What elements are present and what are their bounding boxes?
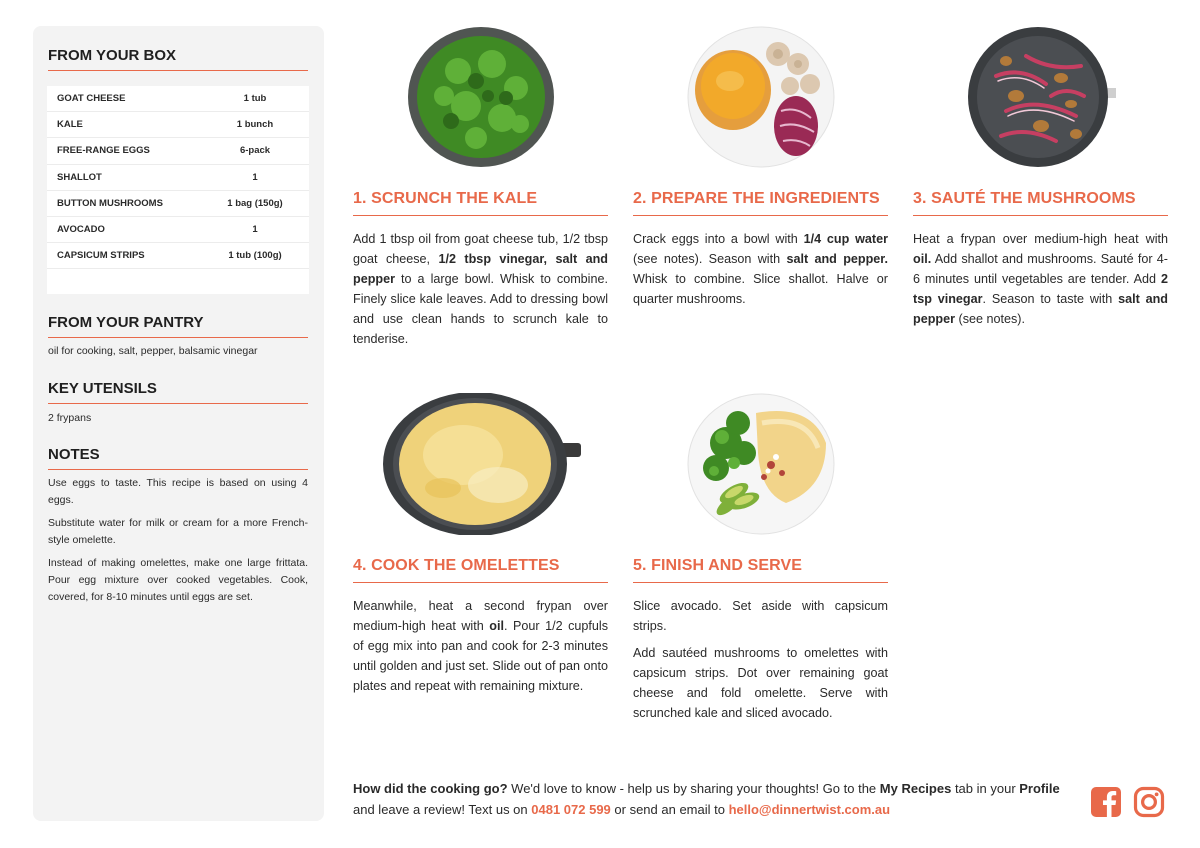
step-1-body xyxy=(353,229,608,349)
contact-link[interactable]: hello@dinnertwist.com.au xyxy=(728,802,891,817)
step-3-title: 3. SAUTÉ THE MUSHROOMS xyxy=(913,190,1168,216)
text-run: Whisk to combine. Slice shallot. Halve or quarter mushrooms. xyxy=(633,272,888,306)
ingredient-quantity: 1 bag (150g) xyxy=(227,197,283,209)
step-1-title: 1. SCRUNCH THE KALE xyxy=(353,190,608,216)
bold-text: My Recipes xyxy=(879,781,952,796)
bold-text: salt and pepper. xyxy=(786,252,888,266)
ingredient-name: AVOCADO xyxy=(57,224,105,236)
ingredient-row xyxy=(47,86,309,112)
ingredient-row xyxy=(47,191,309,217)
text-run: tab in your xyxy=(951,781,1020,796)
ingredient-quantity: 1 tub xyxy=(243,93,267,105)
text-run: or send an email to xyxy=(610,802,729,817)
mushrooms-pan-photo xyxy=(966,26,1116,168)
step-2 xyxy=(633,26,888,316)
ingredient-row xyxy=(47,112,309,138)
text-run: Heat a frypan over medium-high heat with xyxy=(913,232,1168,246)
text-run: (see notes). Season with xyxy=(633,252,787,266)
bold-text: 2 tsp vinegar xyxy=(913,272,1168,306)
text-run: and leave a review! Text us on xyxy=(353,802,532,817)
ingredient-row xyxy=(47,243,309,269)
note-item: Substitute water for milk or cream for a more French-style omelette. xyxy=(48,517,308,546)
step-5-title: 5. FINISH AND SERVE xyxy=(633,557,888,583)
ingredient-name: KALE xyxy=(57,119,83,131)
ingredient-row xyxy=(47,138,309,164)
bold-text: Profile xyxy=(1019,781,1060,796)
ingredient-name: GOAT CHEESE xyxy=(57,93,126,105)
step-3-body xyxy=(913,229,1168,329)
ingredient-quantity: 1 xyxy=(252,224,258,236)
text-run: (see notes). xyxy=(955,312,1025,326)
step-2-title: 2. PREPARE THE INGREDIENTS xyxy=(633,190,888,216)
ingredient-name: SHALLOT xyxy=(57,171,102,183)
notes-heading: NOTES xyxy=(48,446,308,470)
ingredient-name: CAPSICUM STRIPS xyxy=(57,250,145,262)
bold-text: salt and pepper xyxy=(913,292,1168,326)
step-paragraph xyxy=(353,596,608,696)
text-run: Crack eggs into a bowl with xyxy=(633,232,804,246)
ingredient-quantity: 1 xyxy=(252,171,258,183)
text-run: Slice avocado. Set aside with capsicum strips. xyxy=(633,599,888,633)
ingredient-row xyxy=(47,217,309,243)
contact-link[interactable]: 0481 072 599 xyxy=(531,802,611,817)
ingredients-sidebar xyxy=(33,26,324,821)
step-paragraph xyxy=(633,229,888,309)
instagram-icon[interactable] xyxy=(1133,786,1165,818)
ingredient-name: BUTTON MUSHROOMS xyxy=(57,197,163,209)
bold-text: oil. xyxy=(913,252,932,266)
facebook-icon[interactable] xyxy=(1090,786,1122,818)
text-run: to a large bowl. Whisk to combine. Finely slice kale leaves. Add to dressing bowl and use clean hands to scrunch kale to tenderise. xyxy=(353,272,608,346)
step-4 xyxy=(353,393,608,703)
pantry-text: oil for cooking, salt, pepper, balsamic vinegar xyxy=(48,345,258,357)
step-4-body xyxy=(353,596,608,696)
step-5 xyxy=(633,393,888,730)
step-2-body xyxy=(633,229,888,309)
text-run: . Pour 1/2 cupfuls of egg mix into pan and cook for 2-3 minutes until golden and just set. Slide out of pan onto plates and repeat with remaining mixture. xyxy=(353,619,608,693)
ingredient-row xyxy=(47,165,309,191)
note-item: Instead of making omelettes, make one large frittata. Pour egg mixture over cooked vegetables. Cook, covered, for 8-10 minutes until eggs are set. xyxy=(48,557,308,603)
step-5-body xyxy=(633,596,888,723)
ingredient-name: FREE-RANGE EGGS xyxy=(57,145,150,157)
finished-plate-photo xyxy=(686,393,836,535)
notes-list xyxy=(48,475,308,612)
from-your-box-table xyxy=(47,86,309,294)
ingredient-quantity: 6-pack xyxy=(239,145,271,157)
ingredient-quantity: 1 bunch xyxy=(236,119,274,131)
text-run: Add 1 tbsp oil from goat cheese tub, 1/2 tbsp goat cheese, xyxy=(353,232,608,266)
step-paragraph xyxy=(633,596,888,636)
step-paragraph xyxy=(913,229,1168,329)
text-run: . Season to taste with xyxy=(982,292,1119,306)
text-run: Meanwhile, heat a second frypan over medium-high heat with xyxy=(353,599,608,633)
step-4-title: 4. COOK THE OMELETTES xyxy=(353,557,608,583)
from-your-pantry-heading: FROM YOUR PANTRY xyxy=(48,314,308,338)
step-paragraph xyxy=(353,229,608,349)
feedback-footer xyxy=(353,778,1073,820)
ingredient-quantity: 1 tub (100g) xyxy=(228,250,282,262)
bold-text: How did the cooking go? xyxy=(353,781,508,796)
bold-text: 1/2 tbsp vinegar, salt and pepper xyxy=(353,252,608,286)
bold-text: oil xyxy=(489,619,504,633)
bold-text: 1/4 cup water xyxy=(803,232,889,246)
text-run: We'd love to know - help us by sharing your thoughts! Go to the xyxy=(507,781,880,796)
ingredients-photo xyxy=(686,26,836,168)
key-utensils-heading: KEY UTENSILS xyxy=(48,380,308,404)
step-paragraph xyxy=(633,643,888,723)
from-your-box-heading: FROM YOUR BOX xyxy=(48,47,308,71)
omelette-pan-photo xyxy=(383,393,583,535)
utensils-text: 2 frypans xyxy=(48,412,92,424)
step-1 xyxy=(353,26,608,356)
text-run: Add shallot and mushrooms. Sauté for 4-6 minutes until vegetables are tender. Add xyxy=(913,252,1168,286)
text-run: Add sautéed mushrooms to omelettes with capsicum strips. Dot over remaining goat cheese and fold omelette. Serve with scrunched kale and sliced avocado. xyxy=(633,646,888,720)
kale-photo xyxy=(406,26,556,168)
step-3 xyxy=(913,26,1168,336)
note-item: Use eggs to taste. This recipe is based on using 4 eggs. xyxy=(48,477,308,506)
